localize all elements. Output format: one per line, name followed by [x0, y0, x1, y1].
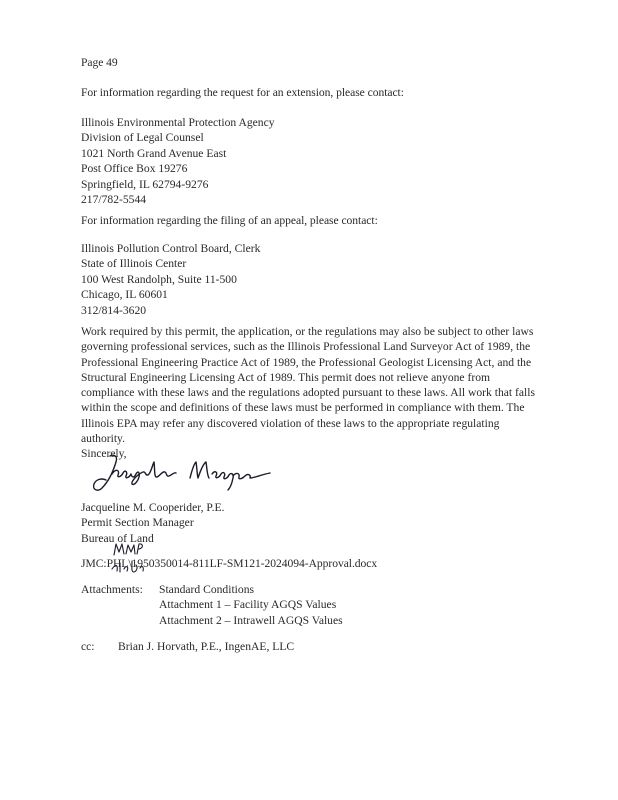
page-number: Page 49: [81, 56, 118, 69]
epa-address-line: 1021 North Grand Avenue East: [81, 146, 227, 160]
epa-address-line: Post Office Box 19276: [81, 162, 188, 176]
attachment-item: Standard Conditions: [159, 583, 255, 596]
board-address-line: Illinois Pollution Control Board, Clerk: [81, 242, 261, 255]
attachment-item: Attachment 1 – Facility AGQS Values: [159, 598, 337, 612]
attachments-label: Attachments:: [81, 583, 143, 596]
closing: Sincerely,: [81, 447, 127, 460]
board-address-line: 100 West Randolph, Suite 11-500: [81, 272, 237, 286]
epa-address: [81, 115, 275, 207]
attachments-list: [159, 582, 343, 628]
board-address-line: State of Illinois Center: [81, 257, 187, 271]
signer-bureau: Bureau of Land: [81, 531, 154, 545]
appeal-intro: For information regarding the filing of an appeal, please contact:: [81, 214, 378, 227]
signer-block: [81, 500, 224, 546]
epa-address-line: Illinois Environmental Protection Agency: [81, 116, 275, 129]
laws-paragraph: Work required by this permit, the application, or the regulations may also be subject to other laws governing professional services, such as the Illinois Professional Land Surveyor Act of 1989, the Professional Engineering Practice Act of 1989, the Professional Geologist Licensing Act, and the Structural Engineering Licensing Act of 1989. This permit does not relieve anyone from compliance with these laws and the regulations adopted pursuant to these laws. All work that falls within the scope and definitions of these laws must be performed in compliance with them. The Illinois EPA may refer any discovered violation of these laws to the appropriate regulating authority.: [81, 325, 535, 446]
signer-name: Jacqueline M. Cooperider, P.E.: [81, 501, 225, 514]
signature-image: [88, 448, 298, 496]
extension-intro: For information regarding the request for an extension, please contact:: [81, 86, 404, 99]
epa-address-line: Springfield, IL 62794-9276: [81, 177, 209, 191]
epa-address-line: Division of Legal Counsel: [81, 131, 204, 145]
board-address-line: 312/814-3620: [81, 303, 147, 317]
reference-line: JMC:PHL\1950350014-811LF-SM121-2024094-Approval.docx: [81, 557, 378, 570]
board-address-line: Chicago, IL 60601: [81, 288, 168, 302]
board-address: [81, 241, 260, 318]
epa-address-line: 217/782-5544: [81, 193, 147, 207]
attachment-item: Attachment 2 – Intrawell AGQS Values: [159, 613, 343, 627]
cc-label: cc:: [81, 640, 95, 653]
cc-value: Brian J. Horvath, P.E., IngenAE, LLC: [118, 640, 295, 653]
signer-title: Permit Section Manager: [81, 516, 194, 530]
